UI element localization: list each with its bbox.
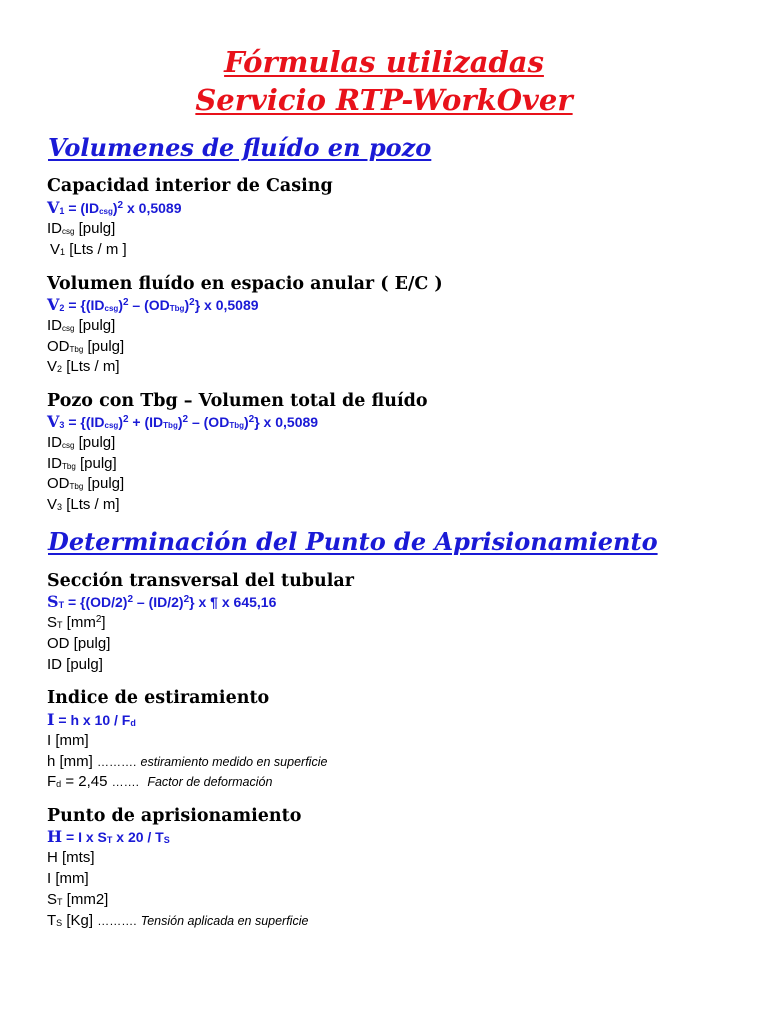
formula-part: ) (112, 200, 118, 216)
formula-v2: $V_2 = \{(ID_{csg})^2 - (OD_{Tbg})^2\}$ x 0,5089 (47, 295, 259, 314)
formula-st: $S_T = \{(OD/2)^2 - (ID/2)^2\}$ x ¶ x 645,16 (47, 592, 277, 611)
variable-line: $T_S$ [Kg] ………. Tensión aplicada en superficie (47, 912, 309, 929)
section-heading-stuck-point: Determinación del Punto de Aprisionamiento (48, 527, 658, 556)
variable-line: $V_2$ [Lts / m] (47, 358, 120, 375)
formula-h: H = I x $S_T$ x $20 / T_S$ (47, 827, 170, 846)
variable-line: $ID_{csg}$ [pulg] (47, 434, 116, 451)
formula-symbol-sub: T (58, 600, 65, 610)
formula-symbol-sub: 3 (59, 420, 65, 430)
subheading-annular-volume: Volumen fluído en espacio anular ( E/C ) (47, 274, 443, 294)
formula-symbol: S (47, 592, 59, 611)
variable-line: I [mm] (47, 870, 89, 887)
subheading-stuck-point: Punto de aprisionamiento (47, 806, 302, 826)
formula-sub: csg (99, 207, 113, 216)
variable-line: $S_T$ [mm2] (47, 891, 109, 908)
page-title-line2: Servicio RTP-WorkOver (195, 83, 573, 117)
variable-line: I [mm] (47, 732, 89, 749)
subheading-total-volume: Pozo con Tbg – Volumen total de fluído (47, 391, 428, 411)
formula-symbol-sub: 2 (59, 303, 65, 313)
variable-line: $ID_{csg}$ [pulg] (47, 317, 116, 334)
formula-part: = (ID (68, 200, 100, 216)
variable-line: $S_T$ $[mm^2]$ (47, 614, 106, 631)
formula-v3: $V_3 = \{(ID_{csg})^2 + (ID_{Tbg})^2 - (OD_{Tbg})^2\}$ x 0,5089 (47, 412, 319, 431)
variable-line: $F_d = 2,45$ ……. Factor de deformación (47, 773, 273, 790)
formula-symbol: V (47, 412, 60, 431)
variable-line: $OD_{Tbg}$ [pulg] (47, 338, 125, 355)
formula-symbol-sub: 1 (59, 206, 65, 216)
formula-symbol: V (47, 295, 60, 314)
formula-sup: 2 (117, 200, 124, 211)
variable-line: h [mm] ………. estiramiento medido en superficie (47, 753, 328, 770)
subheading-casing-capacity: Capacidad interior de Casing (47, 176, 333, 196)
variable-line: $ID_{csg}$ [pulg] (47, 220, 116, 237)
formula-symbol: V (47, 198, 60, 217)
formula-v1 (47, 199, 181, 217)
variable-line: ID [pulg] (47, 656, 103, 673)
variable-line: OD [pulg] (47, 635, 111, 652)
variable-line: $OD_{Tbg}$ [pulg] (47, 475, 125, 492)
variable-line: $V_3$ [Lts / m] (47, 496, 120, 513)
section-heading-volumes: Volumenes de fluído en pozo (48, 133, 432, 162)
formula-symbol: H (47, 827, 63, 846)
variable-line: H [mts] (47, 849, 95, 866)
page-title-line1: Fórmulas utilizadas (224, 45, 544, 79)
variable-line: $ID_{Tbg}$ [pulg] (47, 455, 117, 472)
variable-line: $V_1$ [Lts / m ] (50, 241, 127, 258)
formula-part: x 0,5089 (123, 200, 182, 216)
formula-i: I = h x $10 / F_d$ (47, 710, 136, 729)
subheading-stretch-index: Indice de estiramiento (47, 688, 270, 708)
formula-symbol: I (47, 710, 55, 729)
subheading-cross-section: Sección transversal del tubular (47, 571, 354, 591)
